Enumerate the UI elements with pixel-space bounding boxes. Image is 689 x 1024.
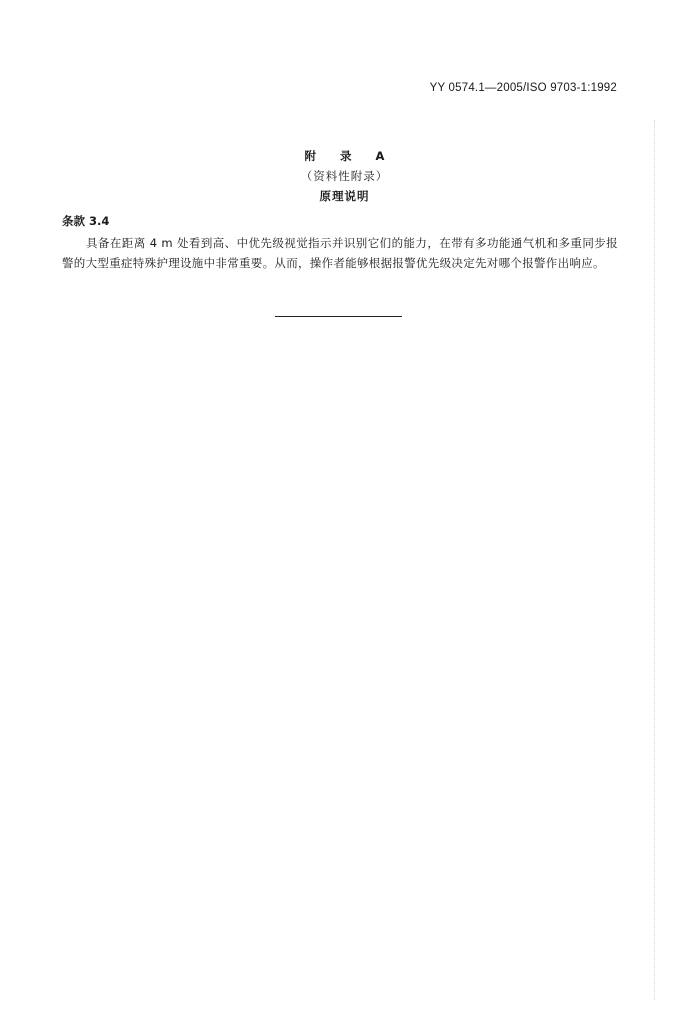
clause-heading: 条款 3.4 [62,214,110,228]
document-code: YY 0574.1—2005/ISO 9703-1:1992 [429,82,617,94]
scan-edge-line [654,120,655,1000]
annex-subtitle: （资料性附录） [300,169,389,183]
clause-body-text: 具备在距离 4 m 处看到高、中优先级视觉指示并识别它们的能力，在带有多功能通气机和多重同步报警的大型重症特殊护理设施中非常重要。从而，操作者能够根据报警优先级决定先对哪个报警作出响应。 [62,236,618,270]
annex-name: 原理说明 [319,189,370,203]
annex-heading [0,146,689,206]
annex-title: 附 录 A [304,149,395,163]
end-rule-divider [275,316,402,317]
